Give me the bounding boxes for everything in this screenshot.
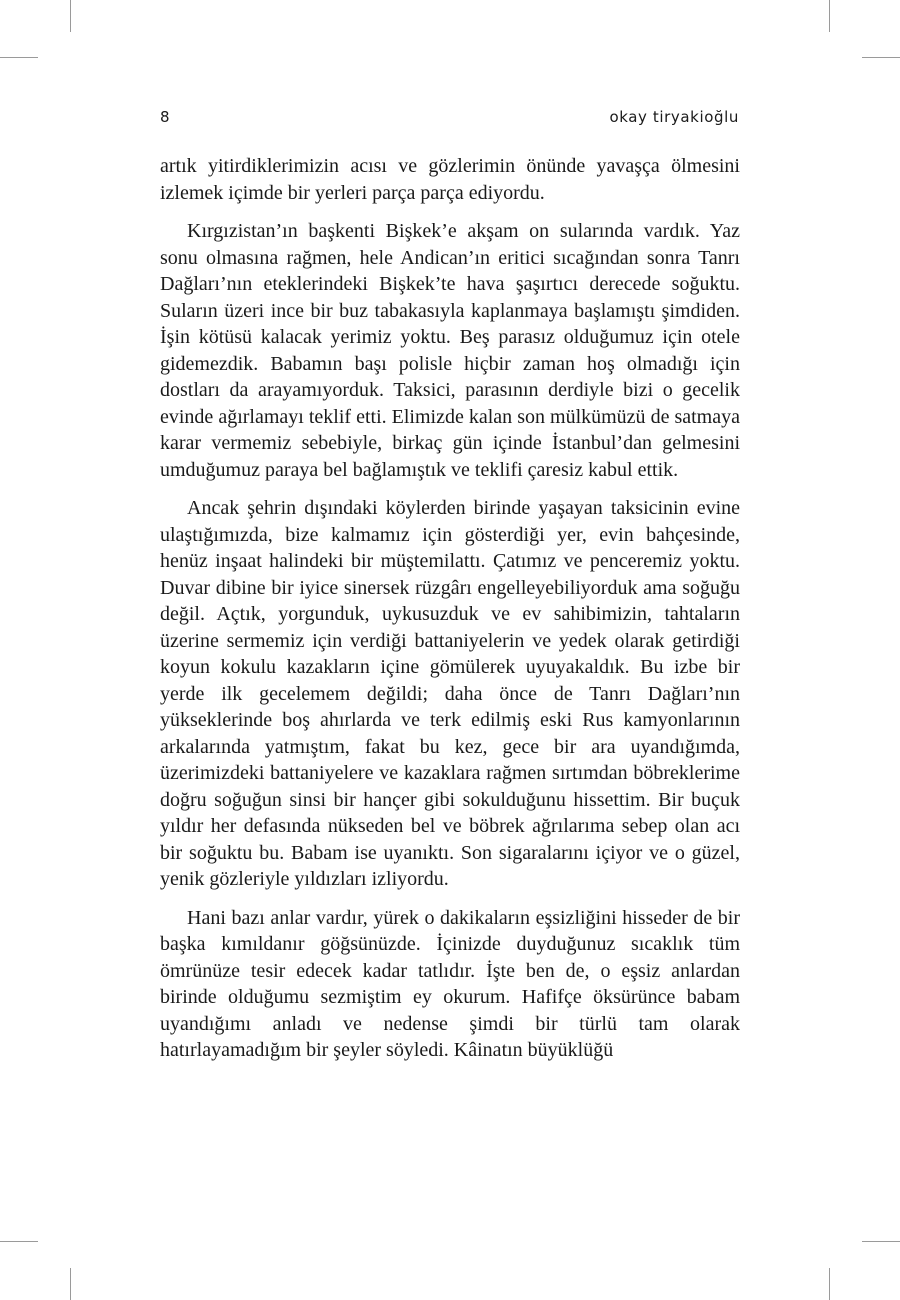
crop-mark-right-top bbox=[862, 57, 900, 58]
crop-mark-top-right bbox=[829, 0, 830, 32]
crop-mark-bottom-left bbox=[70, 1268, 71, 1300]
crop-mark-left-top bbox=[0, 57, 38, 58]
paragraph-4: Hani bazı anlar vardır, yürek o dakikaların eşsizliğini hisseder de bir başka kımıldanır göğsünüzde. İçinizde duyduğunuz sıcaklık tüm ömrünüze tesir edecek kadar tatlıdır. İşte ben de, o eşsiz anlardan birinde olduğumu sezmiştim ey okurum. Hafifçe öksürünce babam uyandığımı anladı ve nedense şimdi bir türlü tam olarak hatırlayamadığım bir şeyler söyledi. Kâinatın büyüklüğü bbox=[160, 906, 740, 1061]
crop-mark-left-bottom bbox=[0, 1241, 38, 1242]
paragraph-1: artık yitirdiklerimizin acısı ve gözlerimin önünde yavaşça ölmesini izlemek içimde bir yerleri parça parça ediyordu. bbox=[160, 155, 740, 204]
crop-mark-right-bottom bbox=[862, 1241, 900, 1242]
paragraph-2: Kırgızistan’ın başkenti Bişkek’e akşam on sularında vardık. Yaz sonu olmasına rağmen, hele Andican’ın eritici sıcağından sonra Tanrı Dağları’nın eteklerindeki Bişkek’te hava şaşırtıcı derecede soğuktu. Suların üzeri ince bir buz tabakasıyla kaplanmaya başlamıştı şimdiden. İşin kötüsü kalacak yerimiz yoktu. Beş parasız olduğumuz için otele gidemezdik. Babamın başı polisle hiçbir zaman hoş olmadığı için dostları da arayamıyorduk. Taksici, parasının derdiyle bizi o gecelik evinde ağırlamayı teklif etti. Elimizde kalan son mülkümüzü de satmaya karar vermemiz sebebiyle, birkaç gün içinde İstanbul’dan gelmesini umduğumuz paraya bel bağlamıştık ve teklifi çaresiz kabul ettik. bbox=[160, 220, 740, 481]
crop-mark-top-left bbox=[70, 0, 71, 32]
body-text bbox=[160, 153, 740, 1064]
crop-mark-bottom-right bbox=[829, 1268, 830, 1300]
paragraph-3: Ancak şehrin dışındaki köylerden birinde yaşayan taksicinin evine ulaştığımızda, bize kalmamız için gösterdiği yer, evin bahçesinde, henüz inşaat halindeki bir müştemilattı. Çatımız ve penceremiz yoktu. Duvar dibine bir iyice sinersek rüzgârı engelleyebiliyorduk ama soğuğu değil. Açtık, yorgunduk, uykusuzduk ve ev sahibimizin, tahtaların üzerine sermemiz için verdiği battaniyelerin ve yedek olarak getirdiği koyun kokulu kazakların içine gömülerek uyuyakaldık. Bu izbe bir yerde ilk gecelemem değildi; daha önce de Tanrı Dağları’nın yükseklerinde boş ahırlarda ve terk edilmiş eski Rus kamyonlarının arkalarında yatmıştım, fakat bu kez, gece bir ara uyandığımda, üzerimizdeki battaniyelere ve kazaklara rağmen sırtımdan böbreklerime doğru soğuğun sinsi bir hançer gibi sokulduğunu hissettim. Bir buçuk yıldır her defasında nükseden bel ve böbrek ağrılarıma sebep olan acı bir soğuktu bu. Babam ise uyanıktı. Son sigaralarını içiyor ve o güzel, yenik gözleriyle yıldızları izliyordu. bbox=[160, 497, 740, 890]
page-number: 8 bbox=[160, 108, 171, 126]
running-header: okay tiryakioğlu bbox=[609, 108, 739, 126]
